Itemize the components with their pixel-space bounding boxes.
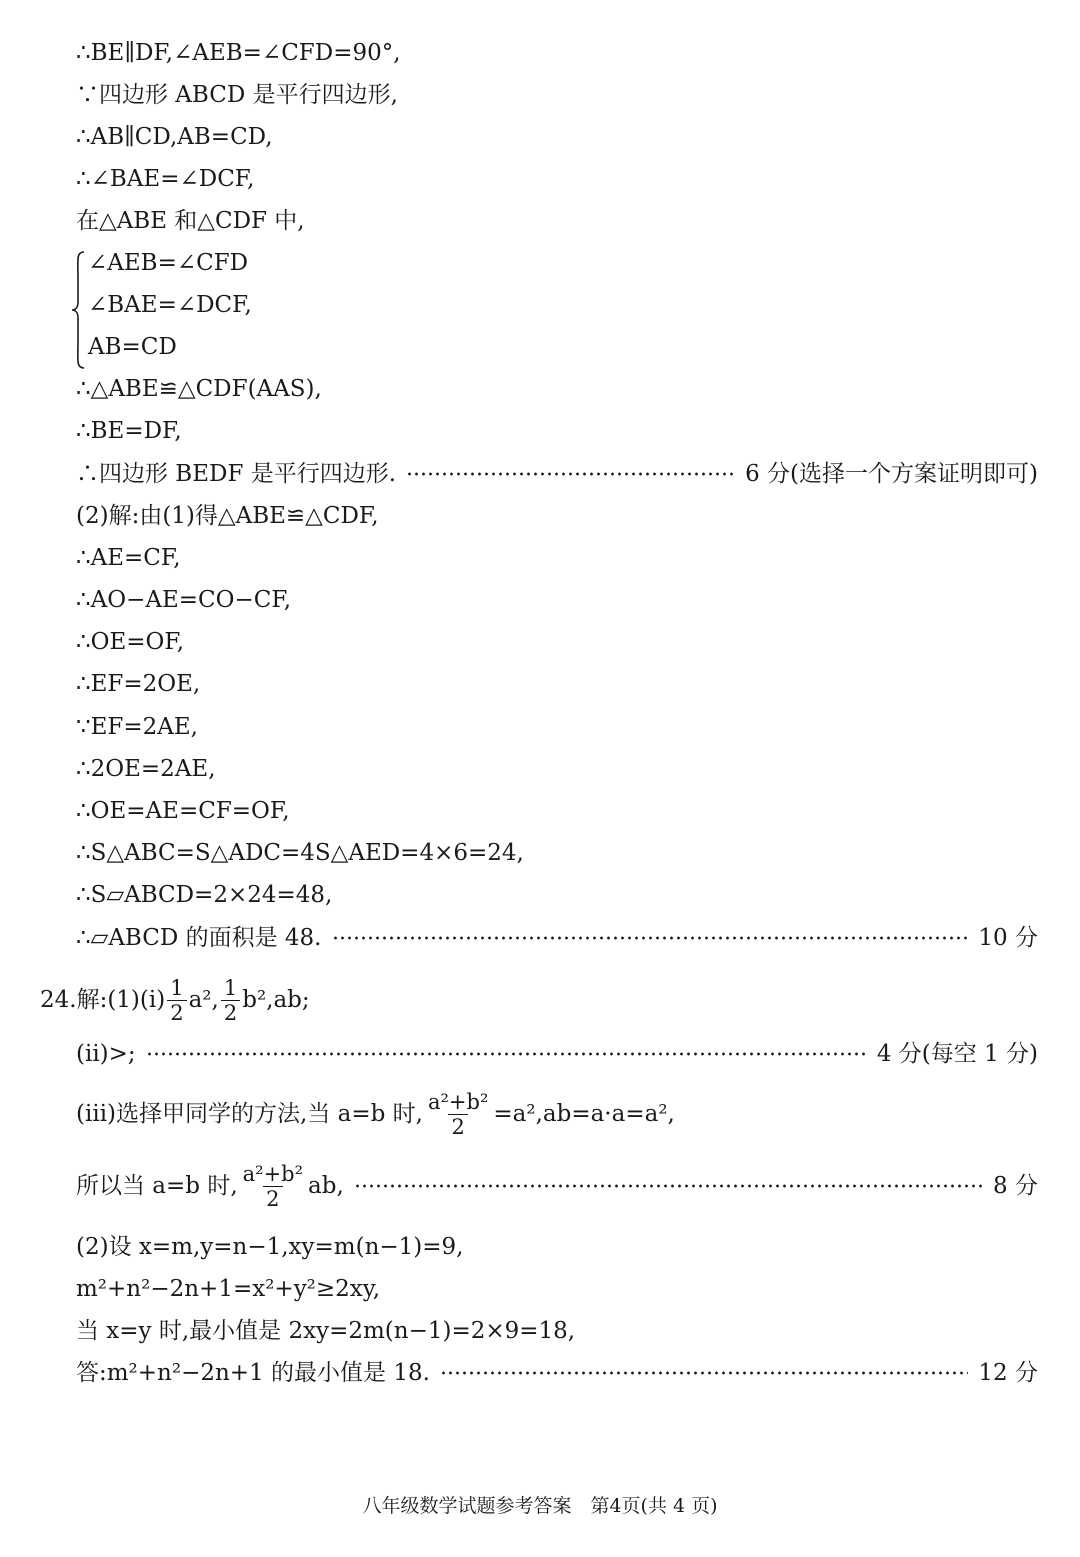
q24-line-4: 所以当 a=b 时, $\frac{\text{a²+b²}}{2}$ ab, 8 分 [76,1161,1038,1211]
q24-line-6: m²+n²−2n+1=x²+y²≥2xy, [76,1276,381,1302]
q24-line-7: 当 x=y 时,最小值是 2xy=2m(n−1)=2×9=18, [76,1318,576,1344]
proof-line: ∴S▱ABCD=2×24=48, [76,882,333,908]
system-line: AB=CD [88,334,177,360]
proof-line: ∴OE=OF, [76,629,185,655]
score-note: 8 分 [993,1173,1038,1199]
leader-dots [440,1358,969,1388]
score-note: 4 分(每空 1 分) [876,1041,1038,1067]
proof-line: ∴AO−AE=CO−CF, [76,587,292,613]
proof-line: ∴AB∥CD,AB=CD, [76,124,273,150]
q24-line-8: 答:m²+n²−2n+1 的最小值是 18. 12 分 [76,1360,1038,1386]
system-line: ∠AEB=∠CFD [88,250,249,276]
page-footer: 八年级数学试题参考答案 第4页(共 4 页) [362,1495,718,1517]
score-note: 12 分 [978,1360,1038,1386]
proof-line: ∴AE=CF, [76,545,181,571]
proof-line: ∴∠BAE=∠DCF, [76,166,255,192]
leader-dots [354,1171,983,1201]
fraction: $\frac{1}{2}$ [167,976,186,1025]
q24-line-3: (ⅲ)选择甲同学的方法,当 a=b 时, $\frac{\text{a²+b²}}{2}$ =a²,ab=a·a=a², [76,1089,675,1139]
fraction: $\frac{1}{2}$ [221,976,240,1025]
proof-line: ∴BE∥DF,∠AEB=∠CFD=90°, [76,40,401,66]
proof-line: ∴EF=2OE, [76,671,201,697]
leader-dots [406,459,735,489]
proof-line: ∵EF=2AE, [76,714,198,740]
score-note: 10 分 [978,925,1038,951]
proof-line: ∴△ABE≌△CDF(AAS), [76,376,322,402]
fraction: $\frac{\text{a²+b²}}{2}$ [427,1089,489,1139]
q24-line-2: (ⅱ)>; 4 分(每空 1 分) [76,1041,1038,1067]
proof-line: ∴四边形 BEDF 是平行四边形. 6 分(选择一个方案证明即可) [76,461,1038,487]
system-brace [70,250,86,370]
proof-line: ∴▱ABCD 的面积是 48. 10 分 [76,925,1038,951]
leader-dots [146,1039,867,1069]
q24-line-1: 24.解:(1)(ⅰ) $\frac{1}{2}$ a², $\frac{1}{2}$ b²,ab; [40,975,310,1025]
proof-line: (2)解:由(1)得△ABE≌△CDF, [76,503,379,529]
proof-line: ∵四边形 ABCD 是平行四边形, [76,82,398,108]
q24-line-5: (2)设 x=m,y=n−1,xy=m(n−1)=9, [76,1234,464,1260]
system-line: ∠BAE=∠DCF, [88,292,252,318]
proof-line: ∴S△ABC=S△ADC=4S△AED=4×6=24, [76,840,524,866]
score-note: 6 分(选择一个方案证明即可) [745,461,1038,487]
proof-line: ∴BE=DF, [76,418,182,444]
fraction: $\frac{\text{a²+b²}}{2}$ [242,1161,304,1211]
proof-line: 在△ABE 和△CDF 中, [76,208,305,234]
leader-dots [332,923,969,953]
proof-line: ∴2OE=2AE, [76,756,216,782]
proof-line: ∴OE=AE=CF=OF, [76,798,290,824]
